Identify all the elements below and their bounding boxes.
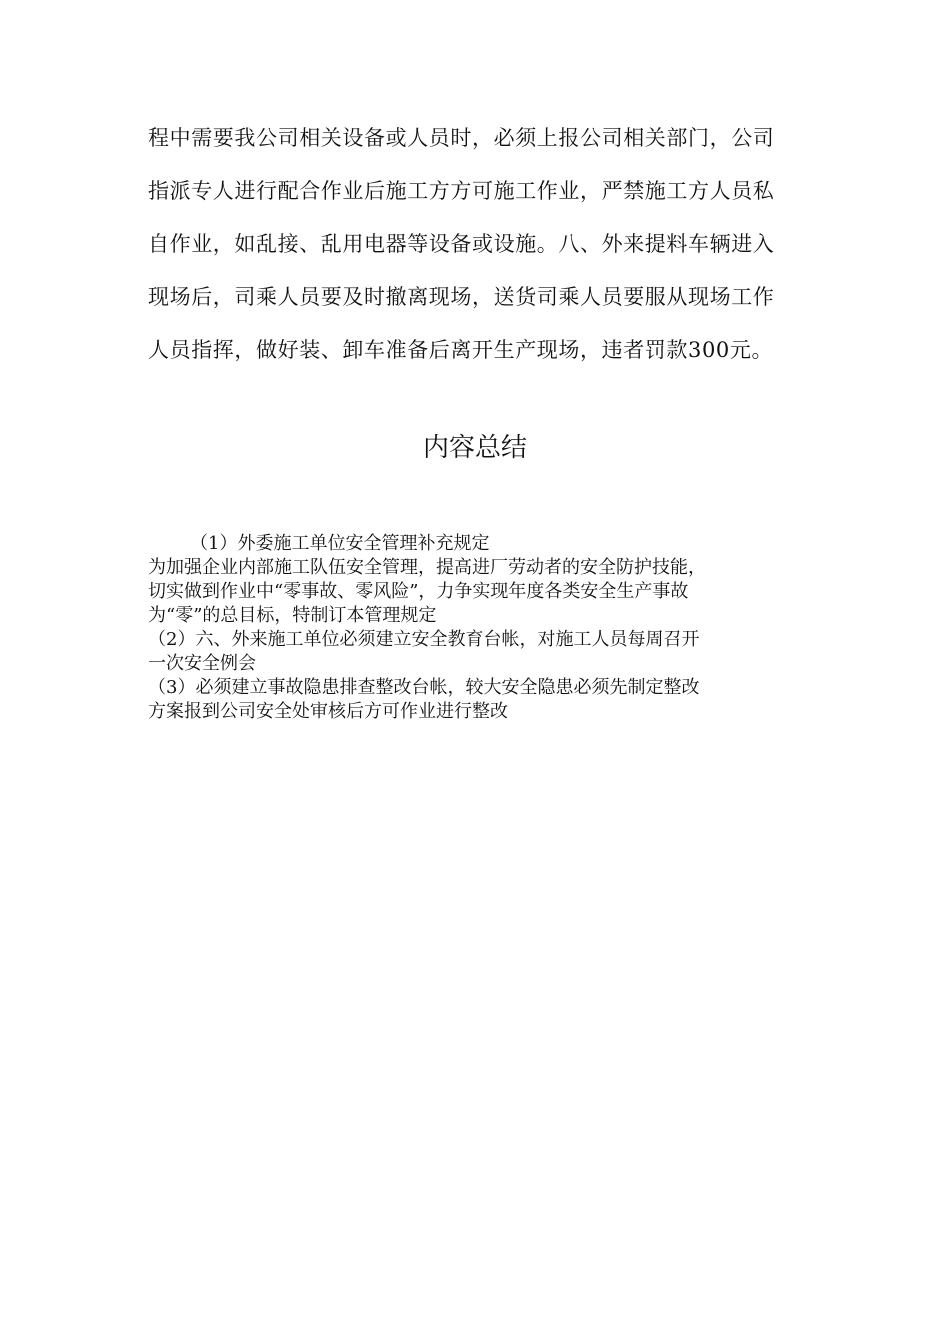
summary-line: 方案报到公司安全处审核后方可作业进行整改 <box>148 701 508 722</box>
summary-line: （2）六、外来施工单位必须建立安全教育台帐，对施工人员每周召开 <box>148 629 700 650</box>
summary-line: 为“零”的总目标，特制订本管理规定 <box>148 605 437 626</box>
body-line: 程中需要我公司相关设备或人员时，必须上报公司相关部门，公司 <box>148 126 775 150</box>
summary-line: （1）外委施工单位安全管理补充规定 <box>190 533 490 554</box>
body-line: 自作业，如乱接、乱用电器等设备或设施。八、外来提料车辆进入 <box>148 232 775 256</box>
summary-heading: 内容总结 <box>422 433 527 463</box>
body-line: 现场后，司乘人员要及时撤离现场，送货司乘人员要服从现场工作 <box>148 285 775 309</box>
summary-block <box>148 532 808 724</box>
summary-line: （3）必须建立事故隐患排查整改台帐，较大安全隐患必须先制定整改 <box>148 677 700 698</box>
body-paragraph <box>148 112 808 377</box>
body-line: 人员指挥，做好装、卸车准备后离开生产现场，违者罚款300元。 <box>148 338 774 362</box>
summary-line: 为加强企业内部施工队伍安全管理，提高进厂劳动者的安全防护技能， <box>148 557 706 578</box>
summary-line: 一次安全例会 <box>148 653 256 674</box>
body-line: 指派专人进行配合作业后施工方方可施工作业，严禁施工方人员私 <box>148 179 775 203</box>
summary-line: 切实做到作业中“零事故、零风险”，力争实现年度各类安全生产事故 <box>148 581 689 602</box>
